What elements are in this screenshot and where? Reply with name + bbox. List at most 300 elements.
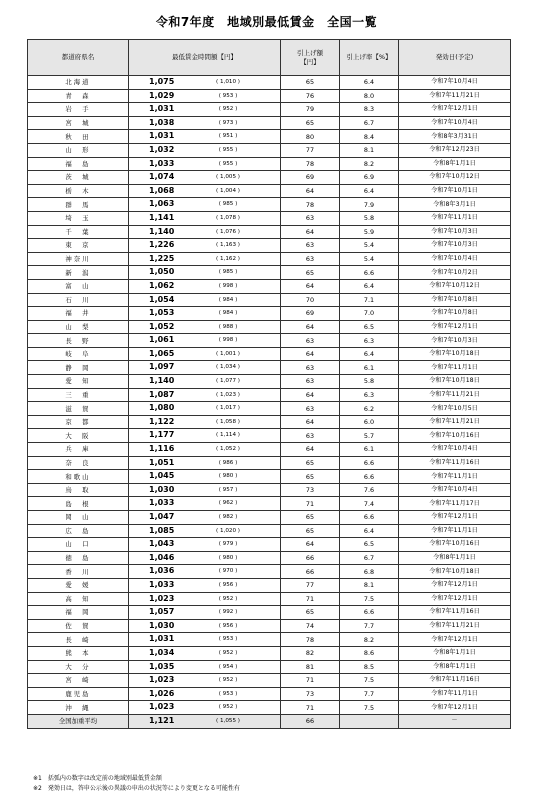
minimum-wage-table — [27, 39, 511, 729]
effective-date-cell: 令和7年10月3日 — [399, 239, 511, 253]
previous-wage: ( 984 ) — [218, 296, 238, 303]
prefecture-cell: 岐 阜 — [28, 347, 129, 361]
current-wage: 1,023 — [149, 702, 175, 712]
increase-cell: 66 — [281, 714, 340, 728]
previous-wage: ( 988 ) — [218, 323, 238, 330]
table-row — [28, 252, 511, 266]
prefecture-cell: 奈 良 — [28, 456, 129, 470]
table-row — [28, 198, 511, 212]
wage-cell — [129, 538, 281, 552]
table-row — [28, 538, 511, 552]
effective-date-cell: 令和7年11月21日 — [399, 388, 511, 402]
previous-wage: ( 1,004 ) — [216, 187, 240, 194]
wage-cell — [129, 606, 281, 620]
effective-date-cell: 令和7年11月16日 — [399, 674, 511, 688]
current-wage: 1,046 — [149, 552, 175, 562]
wage-cell — [129, 687, 281, 701]
increase-cell: 65 — [281, 76, 340, 90]
wage-cell — [129, 116, 281, 130]
rate-cell: 7.5 — [340, 592, 399, 606]
effective-date-cell: 令和7年12月1日 — [399, 578, 511, 592]
average-row — [28, 714, 511, 728]
wage-cell — [129, 334, 281, 348]
increase-cell: 70 — [281, 293, 340, 307]
header-wage: 最低賃金時間額【円】 — [129, 40, 281, 76]
table-row — [28, 130, 511, 144]
effective-date-cell: 令和8年3月1日 — [399, 198, 511, 212]
increase-cell: 80 — [281, 130, 340, 144]
effective-date-cell: 令和7年12月1日 — [399, 320, 511, 334]
wage-cell — [129, 361, 281, 375]
increase-cell: 65 — [281, 606, 340, 620]
wage-cell — [129, 89, 281, 103]
effective-date-cell: 令和7年12月23日 — [399, 143, 511, 157]
prefecture-cell: 秋 田 — [28, 130, 129, 144]
rate-cell: 7.5 — [340, 701, 399, 715]
prefecture-cell: 群 馬 — [28, 198, 129, 212]
rate-cell: 6.4 — [340, 184, 399, 198]
rate-cell: 6.0 — [340, 415, 399, 429]
wage-cell — [129, 388, 281, 402]
rate-cell: 5.8 — [340, 211, 399, 225]
prefecture-cell: 山 口 — [28, 538, 129, 552]
rate-cell: 7.9 — [340, 198, 399, 212]
increase-cell: 71 — [281, 674, 340, 688]
prefecture-cell: 愛 媛 — [28, 578, 129, 592]
effective-date-cell: 令和7年11月21日 — [399, 415, 511, 429]
wage-cell — [129, 171, 281, 185]
previous-wage: ( 953 ) — [218, 636, 238, 643]
previous-wage: ( 952 ) — [218, 704, 238, 711]
increase-cell: 64 — [281, 347, 340, 361]
rate-cell: 5.9 — [340, 225, 399, 239]
increase-cell: 63 — [281, 239, 340, 253]
current-wage: 1,065 — [149, 348, 175, 358]
rate-cell: 6.8 — [340, 565, 399, 579]
table-row — [28, 89, 511, 103]
current-wage: 1,057 — [149, 607, 175, 617]
wage-cell — [129, 76, 281, 90]
effective-date-cell: 令和7年10月4日 — [399, 252, 511, 266]
prefecture-cell: 福 岡 — [28, 606, 129, 620]
table-row — [28, 239, 511, 253]
prefecture-cell: 静 岡 — [28, 361, 129, 375]
previous-wage: ( 992 ) — [218, 609, 238, 616]
prefecture-cell: 沖 縄 — [28, 701, 129, 715]
current-wage: 1,225 — [149, 253, 175, 263]
increase-cell: 64 — [281, 184, 340, 198]
effective-date-cell: 令和7年10月18日 — [399, 347, 511, 361]
increase-cell: 71 — [281, 497, 340, 511]
rate-cell: 7.7 — [340, 687, 399, 701]
prefecture-cell: 東 京 — [28, 239, 129, 253]
table-row — [28, 266, 511, 280]
table-row — [28, 674, 511, 688]
prefecture-cell: 和歌山 — [28, 470, 129, 484]
table-header-row — [28, 40, 511, 76]
effective-date-cell: 令和7年11月1日 — [399, 211, 511, 225]
previous-wage: ( 982 ) — [218, 514, 238, 520]
prefecture-cell: 福 島 — [28, 157, 129, 171]
previous-wage: ( 985 ) — [218, 269, 238, 276]
prefecture-cell: 宮 崎 — [28, 674, 129, 688]
effective-date-cell: 令和7年10月18日 — [399, 375, 511, 389]
previous-wage: ( 952 ) — [218, 677, 238, 684]
header-increase: 引上げ額 【円】 — [281, 40, 340, 76]
rate-cell: 6.4 — [340, 279, 399, 293]
increase-cell: 69 — [281, 171, 340, 185]
table-row — [28, 143, 511, 157]
wage-cell — [129, 483, 281, 497]
rate-cell: 8.1 — [340, 143, 399, 157]
prefecture-cell: 富 山 — [28, 279, 129, 293]
increase-cell: 81 — [281, 660, 340, 674]
increase-cell: 65 — [281, 116, 340, 130]
wage-cell — [129, 103, 281, 117]
effective-date-cell: 令和7年10月12日 — [399, 279, 511, 293]
increase-cell: 65 — [281, 511, 340, 525]
effective-date-cell: 令和7年10月12日 — [399, 171, 511, 185]
table-row — [28, 375, 511, 389]
effective-date-cell: 令和8年3月31日 — [399, 130, 511, 144]
current-wage: 1,030 — [149, 620, 175, 630]
effective-date-cell: 令和7年10月2日 — [399, 266, 511, 280]
increase-cell: 65 — [281, 266, 340, 280]
rate-cell: 8.5 — [340, 660, 399, 674]
table-row — [28, 211, 511, 225]
table-row — [28, 429, 511, 443]
wage-cell — [129, 252, 281, 266]
current-wage: 1,140 — [149, 226, 175, 236]
current-wage: 1,029 — [149, 90, 175, 100]
header-prefecture: 都道府県名 — [28, 40, 129, 76]
wage-cell — [129, 375, 281, 389]
table-row — [28, 103, 511, 117]
prefecture-cell: 大 分 — [28, 660, 129, 674]
prefecture-cell: 大 阪 — [28, 429, 129, 443]
table-row — [28, 116, 511, 130]
current-wage: 1,122 — [149, 416, 175, 426]
current-wage: 1,023 — [149, 675, 175, 685]
effective-date-cell: 令和8年1月1日 — [399, 660, 511, 674]
previous-wage: ( 956 ) — [218, 622, 238, 629]
increase-cell: 65 — [281, 456, 340, 470]
effective-date-cell: 令和7年11月17日 — [399, 497, 511, 511]
current-wage: 1,023 — [149, 593, 175, 603]
wage-cell — [129, 565, 281, 579]
current-wage: 1,045 — [149, 471, 175, 481]
rate-cell: 6.7 — [340, 116, 399, 130]
current-wage: 1,043 — [149, 539, 175, 549]
current-wage: 1,036 — [149, 566, 175, 576]
wage-cell — [129, 293, 281, 307]
previous-wage: ( 1,001 ) — [216, 350, 240, 357]
table-row — [28, 293, 511, 307]
increase-cell: 77 — [281, 578, 340, 592]
previous-wage: ( 1,077 ) — [216, 378, 240, 385]
increase-cell: 73 — [281, 687, 340, 701]
increase-cell: 77 — [281, 143, 340, 157]
previous-wage: ( 951 ) — [218, 133, 238, 140]
prefecture-cell: 広 島 — [28, 524, 129, 538]
effective-date-cell: 令和8年1月1日 — [399, 646, 511, 660]
increase-cell: 64 — [281, 388, 340, 402]
effective-date-cell: 令和7年11月21日 — [399, 89, 511, 103]
footnote-1: ※1 括弧内の数字は改定前の地域別最低賃金額 — [33, 775, 162, 782]
previous-wage: ( 1,005 ) — [216, 174, 240, 181]
effective-date-cell: 令和7年10月18日 — [399, 565, 511, 579]
previous-wage: ( 985 ) — [218, 201, 238, 208]
previous-wage: ( 986 ) — [218, 459, 238, 466]
rate-cell: 6.6 — [340, 266, 399, 280]
table-row — [28, 347, 511, 361]
table-row — [28, 660, 511, 674]
table-body — [28, 76, 511, 729]
wage-cell — [129, 198, 281, 212]
table-row — [28, 320, 511, 334]
table-row — [28, 701, 511, 715]
increase-cell: 64 — [281, 415, 340, 429]
previous-wage: ( 1,076 ) — [216, 228, 240, 235]
increase-cell: 64 — [281, 538, 340, 552]
prefecture-cell: 神奈川 — [28, 252, 129, 266]
increase-cell: 64 — [281, 320, 340, 334]
prefecture-cell: 兵 庫 — [28, 443, 129, 457]
rate-cell: 7.0 — [340, 307, 399, 321]
increase-cell: 79 — [281, 103, 340, 117]
previous-wage: ( 952 ) — [218, 595, 238, 602]
wage-cell — [129, 714, 281, 728]
wage-cell — [129, 415, 281, 429]
rate-cell: 6.6 — [340, 511, 399, 525]
effective-date-cell: 令和7年11月16日 — [399, 606, 511, 620]
rate-cell: 8.4 — [340, 130, 399, 144]
current-wage: 1,026 — [149, 688, 175, 698]
previous-wage: ( 980 ) — [218, 473, 238, 480]
rate-cell: 7.6 — [340, 483, 399, 497]
effective-date-cell: 令和7年10月4日 — [399, 483, 511, 497]
rate-cell: 6.6 — [340, 456, 399, 470]
table-row — [28, 157, 511, 171]
current-wage: 1,053 — [149, 308, 175, 318]
wage-cell — [129, 470, 281, 484]
increase-cell: 78 — [281, 633, 340, 647]
table-row — [28, 497, 511, 511]
table-row — [28, 578, 511, 592]
current-wage: 1,062 — [149, 280, 175, 290]
wage-cell — [129, 660, 281, 674]
prefecture-cell: 香 川 — [28, 565, 129, 579]
wage-cell — [129, 402, 281, 416]
header-effective-date: 発効日(予定) — [399, 40, 511, 76]
increase-cell: 63 — [281, 429, 340, 443]
current-wage: 1,032 — [149, 144, 175, 154]
effective-date-cell: 令和7年10月8日 — [399, 293, 511, 307]
increase-cell: 63 — [281, 334, 340, 348]
effective-date-cell: 令和7年12月1日 — [399, 701, 511, 715]
previous-wage: ( 1,020 ) — [216, 527, 240, 534]
rate-cell: 6.3 — [340, 388, 399, 402]
increase-cell: 66 — [281, 551, 340, 565]
table-row — [28, 184, 511, 198]
rate-cell: 8.2 — [340, 157, 399, 171]
table-row — [28, 592, 511, 606]
increase-cell: 63 — [281, 211, 340, 225]
increase-cell: 64 — [281, 279, 340, 293]
current-wage: 1,047 — [149, 512, 175, 521]
table-row — [28, 171, 511, 185]
prefecture-cell: 長 野 — [28, 334, 129, 348]
wage-cell — [129, 551, 281, 565]
prefecture-cell: 茨 城 — [28, 171, 129, 185]
current-wage: 1,050 — [149, 267, 175, 277]
increase-cell: 76 — [281, 89, 340, 103]
wage-cell — [129, 307, 281, 321]
prefecture-cell: 埼 玉 — [28, 211, 129, 225]
prefecture-cell: 宮 城 — [28, 116, 129, 130]
wage-cell — [129, 511, 281, 525]
wage-cell — [129, 633, 281, 647]
wage-cell — [129, 130, 281, 144]
previous-wage: ( 1,078 ) — [216, 214, 240, 221]
increase-cell: 63 — [281, 252, 340, 266]
effective-date-cell: 令和7年10月5日 — [399, 402, 511, 416]
effective-date-cell: － — [399, 714, 511, 728]
rate-cell: 7.7 — [340, 619, 399, 633]
rate-cell: 6.4 — [340, 524, 399, 538]
effective-date-cell: 令和8年1月1日 — [399, 157, 511, 171]
prefecture-cell: 京 都 — [28, 415, 129, 429]
previous-wage: ( 955 ) — [218, 146, 238, 153]
previous-wage: ( 952 ) — [218, 106, 238, 113]
wage-cell — [129, 674, 281, 688]
increase-cell: 82 — [281, 646, 340, 660]
prefecture-cell: 鹿児島 — [28, 687, 129, 701]
previous-wage: ( 956 ) — [218, 581, 238, 588]
prefecture-cell: 佐 賀 — [28, 619, 129, 633]
previous-wage: ( 1,055 ) — [216, 717, 240, 724]
rate-cell: 5.7 — [340, 429, 399, 443]
increase-cell: 71 — [281, 701, 340, 715]
increase-cell: 65 — [281, 470, 340, 484]
rate-cell: 6.2 — [340, 402, 399, 416]
wage-cell — [129, 497, 281, 511]
previous-wage: ( 1,114 ) — [216, 432, 240, 439]
prefecture-cell: 愛 知 — [28, 375, 129, 389]
previous-wage: ( 1,162 ) — [216, 255, 240, 262]
table-row — [28, 646, 511, 660]
wage-cell — [129, 456, 281, 470]
wage-cell — [129, 211, 281, 225]
rate-cell: 8.1 — [340, 578, 399, 592]
rate-cell — [340, 714, 399, 728]
increase-cell: 78 — [281, 198, 340, 212]
effective-date-cell: 令和7年12月1日 — [399, 633, 511, 647]
previous-wage: ( 984 ) — [218, 310, 238, 317]
rate-cell: 6.6 — [340, 606, 399, 620]
page-title: 令和7年度 地域別最低賃金 全国一覧 — [155, 15, 378, 29]
rate-cell: 8.2 — [340, 633, 399, 647]
effective-date-cell: 令和7年10月16日 — [399, 429, 511, 443]
effective-date-cell: 令和7年12月1日 — [399, 511, 511, 525]
effective-date-cell: 令和7年11月1日 — [399, 361, 511, 375]
table-row — [28, 415, 511, 429]
prefecture-cell: 山 形 — [28, 143, 129, 157]
effective-date-cell: 令和7年12月1日 — [399, 103, 511, 117]
current-wage: 1,031 — [149, 131, 175, 141]
increase-cell: 63 — [281, 402, 340, 416]
effective-date-cell: 令和7年11月1日 — [399, 687, 511, 701]
previous-wage: ( 1,052 ) — [216, 446, 240, 453]
current-wage: 1,116 — [149, 444, 175, 454]
current-wage: 1,035 — [149, 661, 175, 671]
wage-cell — [129, 266, 281, 280]
previous-wage: ( 957 ) — [218, 486, 238, 493]
prefecture-cell: 岡 山 — [28, 511, 129, 525]
prefecture-cell: 千 葉 — [28, 225, 129, 239]
wage-cell — [129, 225, 281, 239]
prefecture-cell: 島 根 — [28, 497, 129, 511]
table-row — [28, 76, 511, 90]
rate-cell: 5.8 — [340, 375, 399, 389]
increase-cell: 63 — [281, 375, 340, 389]
prefecture-cell: 全国加重平均 — [28, 714, 129, 728]
effective-date-cell: 令和7年10月1日 — [399, 184, 511, 198]
current-wage: 1,121 — [149, 715, 175, 725]
increase-cell: 73 — [281, 483, 340, 497]
previous-wage: ( 998 ) — [218, 282, 238, 289]
table-row — [28, 361, 511, 375]
prefecture-cell: 三 重 — [28, 388, 129, 402]
current-wage: 1,061 — [149, 335, 175, 345]
table-row — [28, 524, 511, 538]
increase-cell: 66 — [281, 565, 340, 579]
current-wage: 1,097 — [149, 362, 175, 372]
previous-wage: ( 952 ) — [218, 649, 238, 656]
header-rate: 引上げ率【%】 — [340, 40, 399, 76]
current-wage: 1,038 — [149, 117, 175, 127]
effective-date-cell: 令和7年10月4日 — [399, 116, 511, 130]
effective-date-cell: 令和7年11月21日 — [399, 619, 511, 633]
current-wage: 1,033 — [149, 158, 175, 168]
previous-wage: ( 970 ) — [218, 568, 238, 575]
prefecture-cell: 福 井 — [28, 307, 129, 321]
rate-cell: 8.3 — [340, 103, 399, 117]
footnotes — [33, 774, 240, 794]
table-row — [28, 633, 511, 647]
prefecture-cell: 熊 本 — [28, 646, 129, 660]
effective-date-cell: 令和7年12月1日 — [399, 592, 511, 606]
previous-wage: ( 1,023 ) — [216, 391, 240, 398]
table-row — [28, 456, 511, 470]
rate-cell: 7.5 — [340, 674, 399, 688]
current-wage: 1,030 — [149, 484, 175, 494]
wage-cell — [129, 279, 281, 293]
prefecture-cell: 青 森 — [28, 89, 129, 103]
prefecture-cell: 鳥 取 — [28, 483, 129, 497]
table-row — [28, 225, 511, 239]
rate-cell: 6.1 — [340, 443, 399, 457]
previous-wage: ( 979 ) — [218, 541, 238, 548]
effective-date-cell: 令和8年1月1日 — [399, 551, 511, 565]
effective-date-cell: 令和7年11月1日 — [399, 524, 511, 538]
current-wage: 1,051 — [149, 457, 175, 467]
prefecture-cell: 徳 島 — [28, 551, 129, 565]
current-wage: 1,054 — [149, 294, 175, 304]
current-wage: 1,226 — [149, 240, 175, 250]
prefecture-cell: 岩 手 — [28, 103, 129, 117]
table-row — [28, 565, 511, 579]
